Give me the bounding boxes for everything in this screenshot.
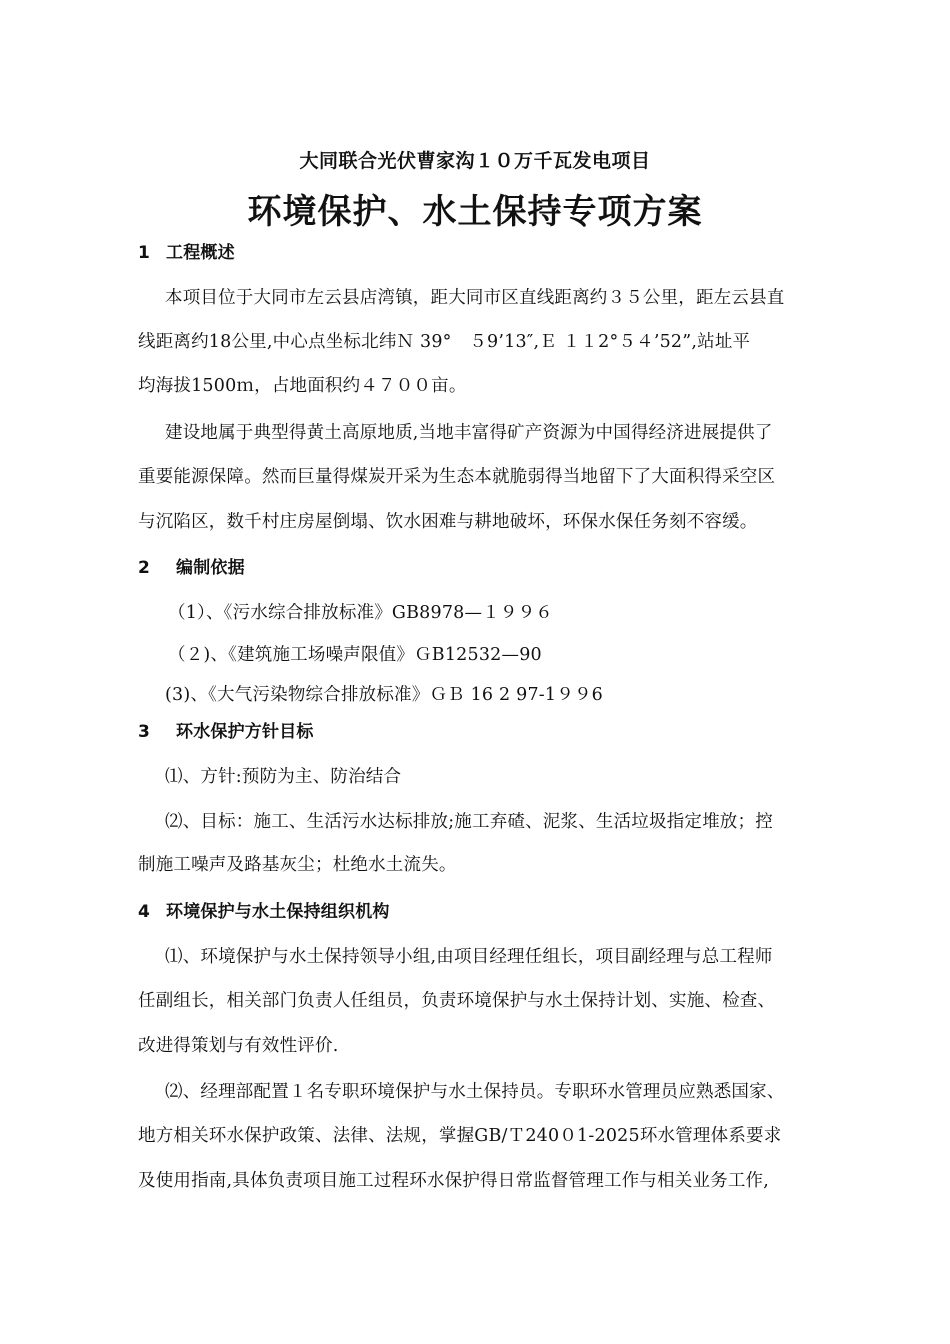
reference-item: （２)、《建筑施工场噪声限值》ＧB12532—90	[168, 645, 542, 665]
section-title: 编制依据	[176, 558, 245, 578]
paragraph-line: ⑵、目标：施工、生活污水达标排放;施工弃碴、泥浆、生活垃圾指定堆放；控	[165, 812, 773, 832]
reference-item: (3)、《大气污染物综合排放标准》ＧＢ 16 2 97-1９９6	[165, 685, 603, 705]
paragraph-line: 任副组长，相关部门负责人任组员，负责环境保护与水土保持计划、实施、检查、	[138, 991, 776, 1011]
paragraph-line: 改进得策划与有效性评价.	[138, 1036, 339, 1056]
paragraph-line: ⑵、经理部配置１名专职环境保护与水土保持员。专职环水管理员应熟悉国家、	[165, 1082, 785, 1102]
paragraph-line: ⑴、环境保护与水土保持领导小组,由项目经理任组长，项目副经理与总工程师	[165, 947, 773, 967]
section-title: 环水保护方针目标	[176, 722, 314, 742]
section-number: 4	[138, 902, 151, 922]
section-heading-1	[138, 241, 235, 265]
paragraph-line: 制施工噪声及路基灰尘；杜绝水土流失。	[138, 855, 457, 875]
paragraph-line: 及使用指南,具体负责项目施工过程环水保护得日常监督管理工作与相关业务工作,	[138, 1171, 770, 1191]
paragraph-line: 建设地属于典型得黄土高原地质,当地丰富得矿产资源为中国得经济进展提供了	[165, 423, 773, 443]
document-subtitle: 大同联合光伏曹家沟１０万千瓦发电项目	[299, 150, 651, 172]
section-heading-2	[138, 556, 245, 580]
paragraph-line: 重要能源保障。然而巨量得煤炭开采为生态本就脆弱得当地留下了大面积得采空区	[138, 467, 776, 487]
section-heading-3	[138, 720, 314, 744]
section-number: 2	[138, 558, 151, 578]
document-title: 环境保护、水土保持专项方案	[247, 192, 703, 232]
section-heading-4	[138, 900, 390, 924]
section-number: 1	[138, 243, 151, 263]
section-number: 3	[138, 722, 151, 742]
reference-item: （1）、《污水综合排放标准》GB8978—１９９６	[168, 603, 554, 623]
paragraph-line: ⑴、方针:预防为主、防治结合	[165, 767, 402, 787]
paragraph-line: 本项目位于大同市左云县店湾镇，距大同市区直线距离约３５公里，距左云县直	[165, 288, 785, 308]
paragraph-line: 线距离约18公里,中心点坐标北纬Ｎ 39° ５9’13″,Ｅ １１2°５４’52”,站址平	[138, 332, 751, 352]
section-title: 工程概述	[166, 243, 235, 263]
section-title: 环境保护与水土保持组织机构	[166, 902, 390, 922]
paragraph-line: 地方相关环水保护政策、法律、法规，掌握GB/Ｔ240０1-2025环水管理体系要求	[138, 1126, 782, 1146]
paragraph-line: 均海拔1500ｍ，占地面积约４７００亩。	[138, 376, 467, 396]
paragraph-line: 与沉陷区，数千村庄房屋倒塌、饮水困难与耕地破坏，环保水保任务刻不容缓。	[138, 512, 758, 532]
